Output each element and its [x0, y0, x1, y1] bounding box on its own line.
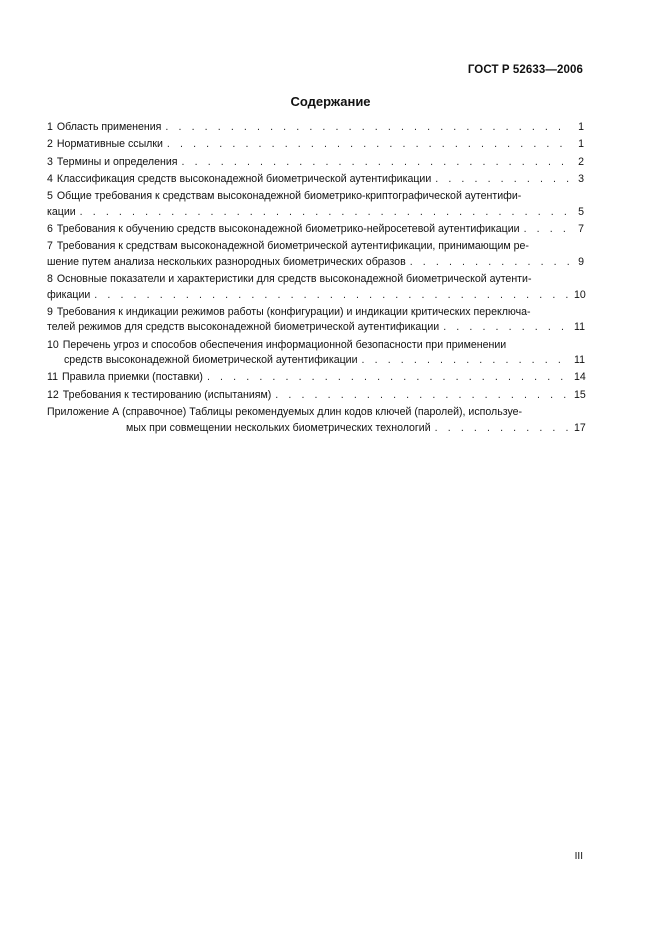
toc-entry[interactable]	[47, 305, 584, 336]
toc-entry-number: 8	[47, 273, 53, 286]
page-number: III	[574, 851, 583, 862]
toc-entry-page: 7	[578, 222, 584, 235]
toc-entry-number: 1	[47, 121, 53, 133]
toc-entry-page: 10	[574, 288, 586, 301]
toc-entry[interactable]	[47, 222, 584, 238]
toc-entry-number: 4	[47, 172, 53, 185]
toc-appendix-entry[interactable]	[47, 405, 584, 436]
toc-entry-number: 7	[47, 240, 53, 253]
toc-entry[interactable]	[47, 388, 584, 404]
toc-entry[interactable]	[47, 338, 584, 369]
toc-entry-title-continued: кации	[47, 205, 76, 218]
toc-entry-title: Требования к средствам высоконадежной биометрической аутентификации, принимающим ре-	[56, 240, 529, 253]
toc-entry-page: 1	[578, 121, 584, 133]
table-of-contents	[47, 120, 584, 438]
toc-entry[interactable]	[47, 272, 584, 303]
toc-entry-title: Требования к тестированию (испытаниям)	[62, 388, 272, 401]
toc-entry-number: 11	[47, 371, 58, 384]
toc-entry-title: Общие требования к средствам высоконадежной биометрико-криптографической аутентифи-	[56, 190, 522, 203]
toc-entry-page: 15	[574, 388, 586, 401]
toc-entry-number: 12	[47, 388, 59, 401]
toc-entry-number: 5	[47, 190, 53, 203]
toc-entry[interactable]	[47, 155, 584, 171]
toc-entry-number: 6	[47, 222, 53, 235]
toc-entry-title: Требования к индикации режимов работы (конфигурации) и индикации критических переключа-	[56, 305, 531, 318]
toc-entry[interactable]	[47, 137, 584, 153]
toc-entry-title: Классификация средств высоконадежной биометрической аутентификации	[56, 172, 432, 185]
dot-leader	[182, 155, 571, 171]
toc-entry-number: 9	[47, 305, 53, 318]
dot-leader	[275, 388, 571, 404]
toc-entry-title-continued: средств высоконадежной биометрической аутентификации	[64, 354, 358, 367]
toc-entry-page: 11	[574, 321, 585, 334]
dot-leader	[410, 255, 571, 271]
toc-entry-page: 11	[574, 354, 585, 367]
dot-leader	[207, 370, 571, 386]
dot-leader	[165, 120, 571, 136]
toc-entry-title-continued: телей режимов для средств высоконадежной биометрической аутентификации	[47, 321, 440, 334]
toc-appendix-title: Приложение А (справочное) Таблицы рекомендуемых длин кодов ключей (паролей), используе-	[47, 406, 523, 419]
toc-entry-page: 9	[578, 255, 584, 268]
toc-entry-page: 3	[578, 172, 584, 185]
toc-entry-page: 1	[578, 138, 584, 151]
dot-leader	[80, 205, 571, 221]
toc-entry-title: Область применения	[56, 121, 162, 133]
toc-entry[interactable]	[47, 172, 584, 188]
toc-entry-title: Правила приемки (поставки)	[62, 371, 203, 384]
dot-leader	[94, 288, 571, 304]
toc-entry[interactable]	[47, 189, 584, 220]
dot-leader	[362, 353, 571, 369]
toc-entry-number: 3	[47, 155, 53, 168]
toc-entry-title: Термины и определения	[56, 155, 178, 168]
toc-entry-page: 14	[574, 371, 586, 384]
toc-entry[interactable]	[47, 370, 584, 386]
dot-leader	[167, 137, 571, 153]
toc-appendix-title-continued: мых при совмещении нескольких биометрических технологий	[126, 421, 431, 434]
toc-entry-title: Основные показатели и характеристики для средств высоконадежной биометрической аутенти-	[56, 273, 532, 286]
document-id: ГОСТ Р 52633—2006	[467, 64, 583, 76]
toc-entry-title: Требования к обучению средств высоконадежной биометрико-нейросетевой аутентификации	[56, 222, 520, 235]
toc-entry-title-continued: шение путем анализа нескольких разнородных биометрических образов	[47, 255, 406, 268]
toc-entry-number: 10	[47, 338, 59, 351]
toc-entry-number: 2	[47, 138, 53, 151]
dot-leader	[443, 320, 571, 336]
toc-entry[interactable]	[47, 120, 584, 136]
toc-entry-title: Нормативные ссылки	[56, 138, 163, 151]
toc-appendix-page: 17	[574, 421, 586, 434]
toc-entry-page: 2	[578, 155, 584, 168]
page-title: Содержание	[290, 94, 371, 109]
toc-entry-title-continued: фикации	[47, 288, 91, 301]
toc-entry-page: 5	[578, 205, 584, 218]
dot-leader	[435, 421, 571, 437]
dot-leader	[524, 222, 571, 238]
toc-entry-title: Перечень угроз и способов обеспечения информационной безопасности при применении	[62, 338, 507, 351]
toc-entry[interactable]	[47, 239, 584, 270]
dot-leader	[435, 172, 571, 188]
